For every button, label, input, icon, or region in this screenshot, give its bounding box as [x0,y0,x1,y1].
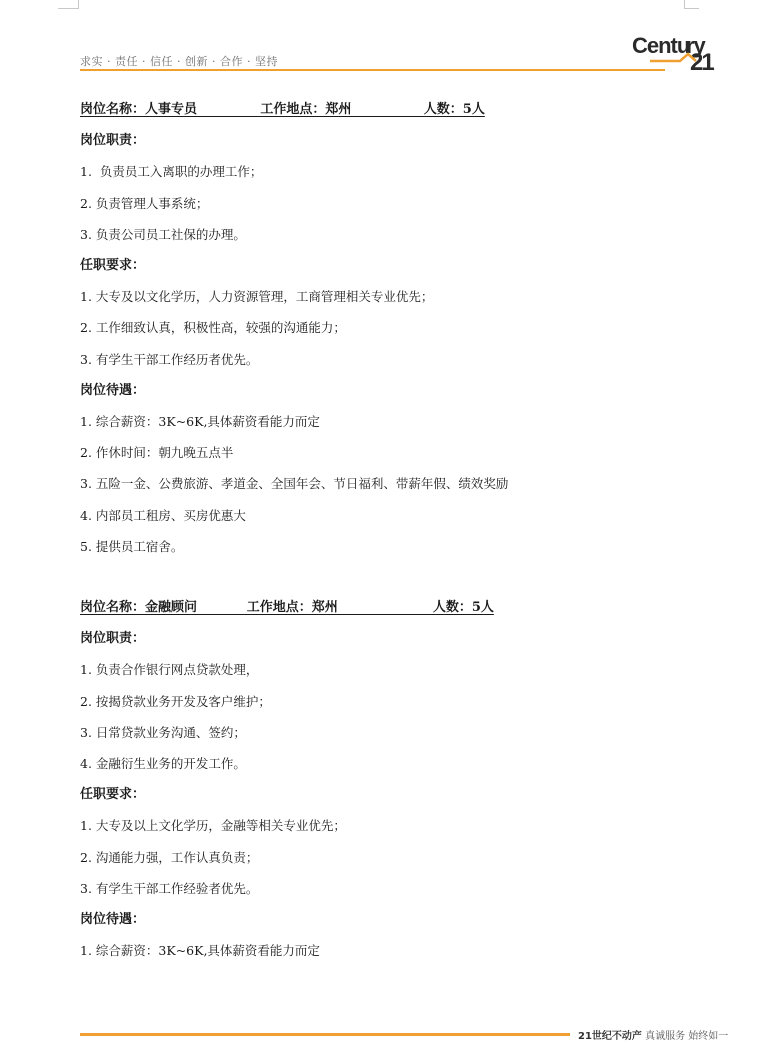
svg-text:ry: ry [686,33,705,58]
list-item: 3. 有学生干部工作经验者优先。 [80,880,259,896]
list-item: 2. 按揭贷款业务开发及客户维护； [80,693,271,709]
list-item: 3. 五险一金、公费旅游、孝道金、全国年会、节日福利、带薪年假、绩效奖励 [80,476,509,492]
list-item: 4. 金融衍生业务的开发工作。 [80,756,246,771]
list-item: 1. 大专及以文化学历，人力资源管理，工商管理相关专业优先； [80,289,434,305]
list-item: 2. 工作细致认真，积极性高，较强的沟通能力； [80,320,346,336]
position-title: 岗位名称：金融顾问 工作地点：郑州 人数：5人 [80,600,494,615]
header-slogan: 求实 · 责任 · 信任 · 创新 · 合作 · 坚持 [80,55,278,68]
list-item: 3. 日常贷款业务沟通、签约； [80,724,246,740]
section-heading: 岗位待遇： [80,382,146,398]
position-title: 岗位名称：人事专员 工作地点：郑州 人数：5人 [80,102,485,117]
list-item: 5. 提供员工宿舍。 [80,538,184,554]
list-item: 2. 负责管理人事系统； [80,195,209,211]
section-heading: 岗位待遇： [80,912,146,927]
section-heading: 岗位职责： [80,133,146,149]
footer-rule [80,1033,570,1036]
footer-text [578,1027,728,1042]
section-heading: 任职要求： [80,258,146,273]
section-heading: 岗位职责： [80,631,146,647]
footer-tagline: 真诚服务 始终如一 [645,1031,729,1042]
svg-text:Centu: Centu [632,33,690,58]
crop-mark-right [684,0,699,9]
list-item: 1. 负责合作银行网点贷款处理， [80,662,259,678]
header-rule [80,69,665,71]
list-item: 1. 综合薪资：3K~6K,具体薪资看能力而定 [80,414,320,429]
section-heading: 任职要求： [80,787,146,803]
list-item: 3. 负责公司员工社保的办理。 [80,226,246,242]
list-item: 1. 综合薪资：3K~6K,具体薪资看能力而定 [80,943,320,959]
footer-brand: 21世纪不动产 [578,1031,642,1042]
crop-mark-left [58,0,79,9]
century21-logo [630,28,726,74]
list-item: 2. 作休时间：朝九晚五点半 [80,445,234,461]
list-item: 1. 大专及以上文化学历，金融等相关专业优先； [80,818,346,834]
list-item: 2. 沟通能力强，工作认真负责； [80,849,259,865]
svg-text:21: 21 [690,49,713,74]
list-item: 1. 负责员工入离职的办理工作； [80,164,263,180]
list-item: 3. 有学生干部工作经历者优先。 [80,351,259,367]
list-item: 4. 内部员工租房、买房优惠大 [80,507,246,523]
